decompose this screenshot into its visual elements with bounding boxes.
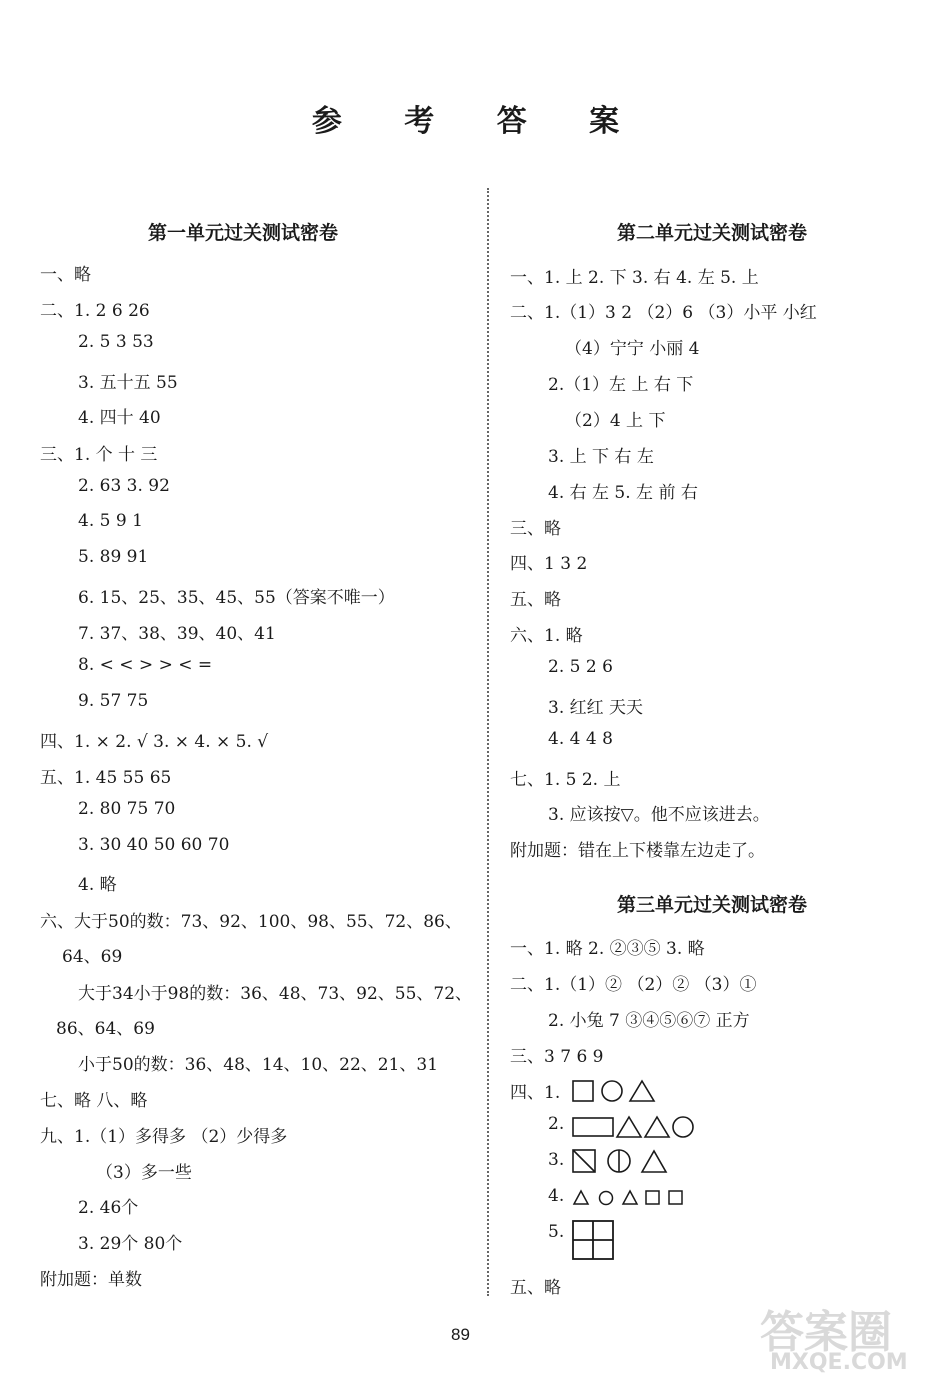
answer-line: 附加题：错在上下楼靠左边走了。 <box>510 841 765 861</box>
answer-line: 8. < < > > < = <box>78 655 213 675</box>
answer-line: 2. 80 75 70 <box>78 799 176 819</box>
answer-line: 五、略 <box>510 590 561 610</box>
section-heading-unit-2: 第二单元过关测试密卷 <box>617 222 808 244</box>
circle-icon <box>673 1117 693 1137</box>
answer-line: 四、1 3 2 <box>510 554 588 574</box>
triangle-icon <box>630 1081 654 1101</box>
small-square-icon <box>669 1191 682 1204</box>
answer-line: 二、1.（1）3 2 （2）6 （3）小平 小红 <box>510 303 817 323</box>
triangle-icon <box>642 1151 666 1172</box>
small-square-icon <box>646 1191 659 1204</box>
answer-line: 六、1. 略 <box>510 626 583 646</box>
answer-line: 二、1.（1）② （2）② （3）① <box>510 975 757 995</box>
answer-line: 3. 红红 天天 <box>548 698 644 718</box>
triangle-icon <box>645 1117 669 1137</box>
section-heading-unit-1: 第一单元过关测试密卷 <box>148 222 339 244</box>
answer-line: 三、1. 个 十 三 <box>40 445 158 465</box>
page-number: 89 <box>451 1325 470 1344</box>
answer-line: 5. 89 91 <box>78 547 149 567</box>
answer-line: 3. 应该按▽。他不应该进去。 <box>548 805 770 825</box>
answer-line: 3. 30 40 50 60 70 <box>78 835 230 855</box>
answer-line: 6. 15、25、35、45、55（答案不唯一） <box>78 588 395 608</box>
shape-answer-row-3 <box>572 1148 702 1176</box>
shape-answer-row-5 <box>572 1220 616 1262</box>
rectangle-icon <box>573 1118 613 1136</box>
answer-line: 4. 右 左 5. 左 前 右 <box>548 483 698 503</box>
answer-line: 3. 上 下 右 左 <box>548 447 654 467</box>
watermark-url: MXQE.COM <box>770 1350 908 1375</box>
answer-line: 2. 46个 <box>78 1198 139 1218</box>
answer-line: 3. 29个 80个 <box>78 1234 183 1254</box>
answer-line: 七、略 八、略 <box>40 1091 148 1111</box>
shape-answer-row-2 <box>572 1114 702 1140</box>
answer-line: 五、略 <box>510 1278 561 1298</box>
answer-line: 2.（1）左 上 右 下 <box>548 375 694 395</box>
answer-line: 一、略 <box>40 265 91 285</box>
shape-answer-row-1 <box>572 1078 692 1104</box>
answer-line: （2）4 上 下 <box>565 411 666 431</box>
answer-line: 86、64、69 <box>56 1019 155 1039</box>
answer-line: 一、1. 略 2. ②③⑤ 3. 略 <box>510 939 705 959</box>
answer-line: 3. 五十五 55 <box>78 373 178 393</box>
answer-line: 九、1.（1）多得多 （2）少得多 <box>40 1127 288 1147</box>
answer-line: 2. 63 3. 92 <box>78 476 170 496</box>
shape-answer-row-4 <box>572 1186 692 1208</box>
answer-line: 9. 57 75 <box>78 691 149 711</box>
answer-line: 3. <box>548 1150 565 1170</box>
answer-line: （3）多一些 <box>96 1163 192 1183</box>
answer-line: 64、69 <box>62 947 123 967</box>
answer-line: 4. 5 9 1 <box>78 511 143 531</box>
answer-line: 七、1. 5 2. 上 <box>510 770 621 790</box>
answer-line: 2. 5 3 53 <box>78 332 154 352</box>
answer-line: 二、1. 2 6 26 <box>40 301 150 321</box>
small-triangle-icon <box>574 1191 588 1204</box>
watermark-logo: 答案圈 <box>760 1307 892 1358</box>
square-icon <box>573 1081 593 1101</box>
answer-line: 小于50的数：36、48、14、10、22、21、31 <box>78 1055 439 1075</box>
answer-line: 4. 4 4 8 <box>548 729 613 749</box>
answer-line: 附加题：单数 <box>40 1270 142 1290</box>
answer-line: 4. 略 <box>78 875 117 895</box>
answer-line: 7. 37、38、39、40、41 <box>78 624 276 644</box>
section-heading-unit-3: 第三单元过关测试密卷 <box>617 894 808 916</box>
answer-line: 六、大于50的数：73、92、100、98、55、72、86、 <box>40 912 462 932</box>
answer-line: 一、1. 上 2. 下 3. 右 4. 左 5. 上 <box>510 268 759 288</box>
answer-line: 三、3 7 6 9 <box>510 1047 604 1067</box>
answer-line: （4）宁宁 小丽 4 <box>565 339 700 359</box>
answer-line: 4. <box>548 1186 565 1206</box>
answer-line: 五、1. 45 55 65 <box>40 768 172 788</box>
answer-line: 四、1. × 2. √ 3. × 4. × 5. √ <box>40 732 269 752</box>
column-divider <box>487 188 489 1296</box>
page-title: 参 考 答 案 <box>311 104 646 139</box>
answer-line: 4. 四十 40 <box>78 408 161 428</box>
triangle-icon <box>617 1117 641 1137</box>
answer-line: 2. 5 2 6 <box>548 657 613 677</box>
answer-line: 三、略 <box>510 519 561 539</box>
answer-line: 2. <box>548 1114 565 1134</box>
circle-icon <box>602 1081 622 1101</box>
answer-line: 5. <box>548 1222 565 1242</box>
answer-line: 2. 小兔 7 ③④⑤⑥⑦ 正方 <box>548 1011 750 1031</box>
answer-line: 大于34小于98的数：36、48、73、92、55、72、 <box>78 984 473 1004</box>
small-triangle-icon <box>623 1191 637 1204</box>
answer-line: 四、1. <box>510 1083 561 1103</box>
small-circle-icon <box>600 1192 613 1205</box>
